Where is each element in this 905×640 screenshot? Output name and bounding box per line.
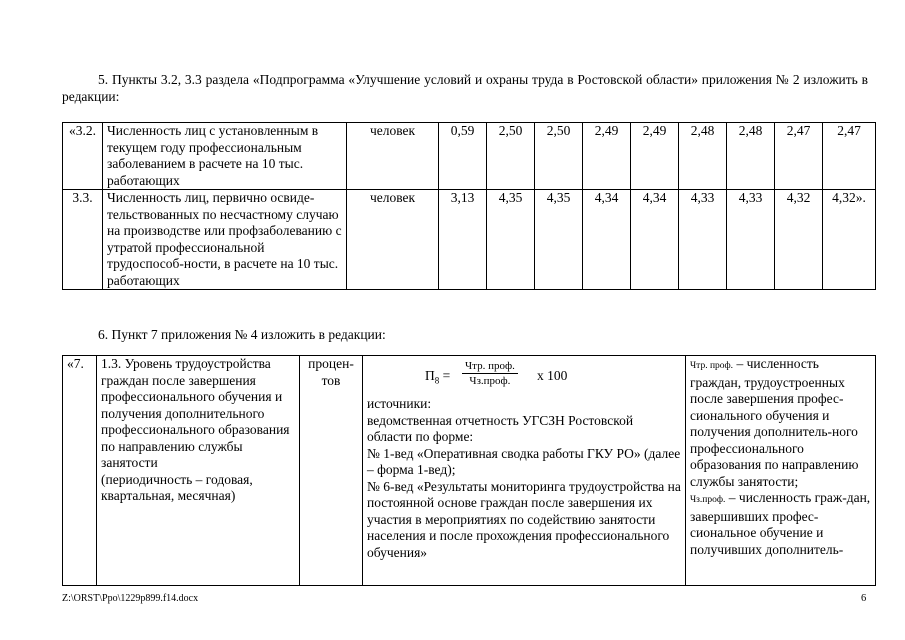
definition-2: Чз.проф. – численность граж-дан, завершивших профес-сиональное обучение и получивших дополнитель- xyxy=(690,490,871,557)
unit-cell: человек xyxy=(347,123,439,190)
value-cell: 2,48 xyxy=(679,123,727,190)
row-code: «3.2. xyxy=(63,123,103,190)
value-cell: 4,34 xyxy=(631,190,679,290)
value-cell: 2,47 xyxy=(823,123,876,190)
indicator-period: (периодичность – годовая, квартальная, месячная) xyxy=(101,471,253,503)
source-line: источники: xyxy=(367,396,432,411)
value-cell: 0,59 xyxy=(439,123,487,190)
value-cell: 3,13 xyxy=(439,190,487,290)
formula-fraction xyxy=(462,359,518,388)
value-cell: 4,33 xyxy=(679,190,727,290)
value-cell: 2,50 xyxy=(535,123,583,190)
table-row xyxy=(63,123,876,190)
table-row xyxy=(63,190,876,290)
formula-denominator: Чз.проф. xyxy=(469,375,511,387)
method-cell xyxy=(363,356,686,586)
formula-numerator: Чтр. проф. xyxy=(462,359,518,374)
definition-1: Чтр. проф. – численность граждан, трудоустроенных после завершения профес-сионального обучения и получения дополнитель-ного профессионального образования по направлению службы занятости; xyxy=(690,356,859,489)
value-cell: 4,34 xyxy=(583,190,631,290)
sources-list xyxy=(367,396,681,561)
paragraph-5: 5. Пункты 3.2, 3.3 раздела «Подпрограмма «Улучшение условий и охраны труда в Ростовской области» приложения № 2 изложить в редакции: xyxy=(62,72,868,104)
indicator-method-table xyxy=(62,355,876,586)
unit-cell: человек xyxy=(347,190,439,290)
row-code: 3.3. xyxy=(63,190,103,290)
value-cell: 2,49 xyxy=(631,123,679,190)
paragraph-6: 6. Пункт 7 приложения № 4 изложить в редакции: xyxy=(98,327,386,342)
source-line: ведомственная отчетность УГСЗН Ростовской области по форме: xyxy=(367,412,634,444)
formula-multiplier: х 100 xyxy=(537,368,568,383)
indicator-name: Численность лиц с установленным в текущем году профессиональным заболеванием в расчете на 10 тыс. работающих xyxy=(103,123,347,190)
value-cell: 4,35 xyxy=(487,190,535,290)
indicators-table xyxy=(62,122,876,290)
value-cell: 2,47 xyxy=(775,123,823,190)
row-code: «7. xyxy=(63,356,97,586)
source-line: № 6-вед «Результаты мониторинга трудоустройства на постоянной основе граждан после завершения их участия в мероприятиях по содействию занятости населения и после прохождения профессионального обучения» xyxy=(367,478,681,560)
indicator-name: 1.3. Уровень трудоустройства граждан после завершения профессионального обучения и получения дополнительного профессионального образования по направлению службы занятости xyxy=(101,356,290,470)
definitions-cell xyxy=(686,356,876,586)
value-cell: 4,35 xyxy=(535,190,583,290)
value-cell: 4,33 xyxy=(727,190,775,290)
unit-cell: процен-тов xyxy=(300,356,363,586)
value-cell: 2,50 xyxy=(487,123,535,190)
formula xyxy=(367,356,681,396)
table-row xyxy=(63,356,876,586)
value-cell: 2,49 xyxy=(583,123,631,190)
source-line: № 1-вед «Оперативная сводка работы ГКУ РО» (далее – форма 1-вед); xyxy=(367,445,681,477)
value-cell: 2,48 xyxy=(727,123,775,190)
value-cell: 4,32». xyxy=(823,190,876,290)
value-cell: 4,32 xyxy=(775,190,823,290)
footer-file-path: Z:\ORST\Ppo\1229p899.f14.docx xyxy=(62,593,199,604)
formula-lhs: $П_8$ = xyxy=(425,368,451,386)
page-number: 6 xyxy=(861,593,867,604)
indicator-name: Численность лиц, первично освиде-тельствованных по несчастному случаю на производстве или профзаболеванию с утратой профессиональной трудоспособ-ности, в расчете на 10 тыс. работающих xyxy=(103,190,347,290)
indicator-name-cell xyxy=(97,356,300,586)
